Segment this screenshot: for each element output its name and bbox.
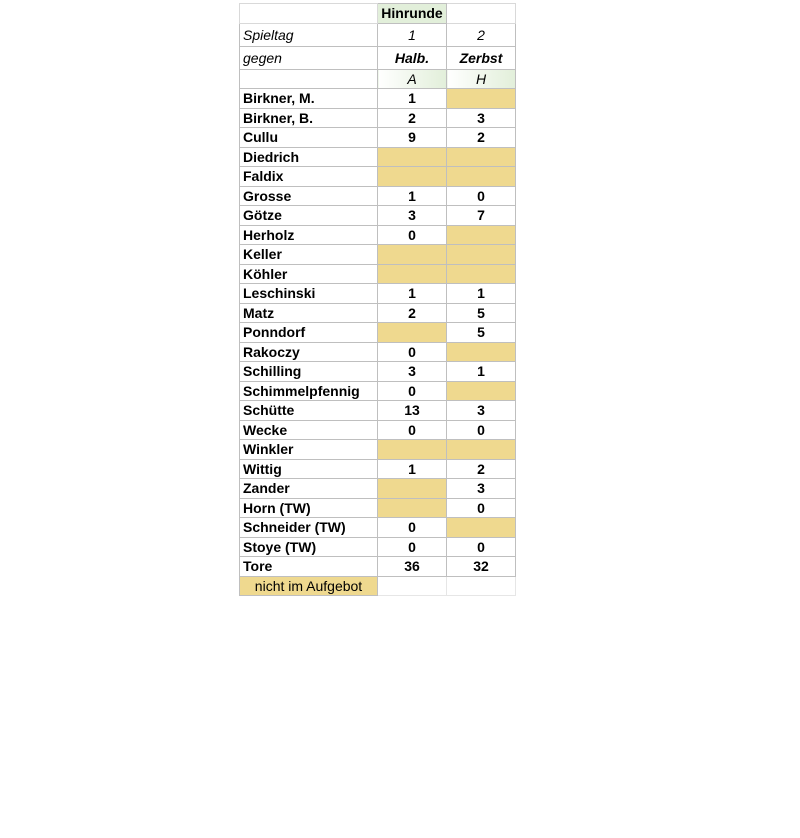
not-in-squad-cell: [378, 167, 447, 187]
empty-cell: [447, 576, 516, 596]
goals-cell: 3: [378, 206, 447, 226]
not-in-squad-cell: [378, 323, 447, 343]
player-row: [240, 225, 516, 245]
player-row: [240, 206, 516, 226]
player-name: Schimmelpfennig: [240, 381, 378, 401]
player-name: Grosse: [240, 186, 378, 206]
goals-cell: 3: [447, 401, 516, 421]
player-name: Schilling: [240, 362, 378, 382]
not-in-squad-cell: [447, 167, 516, 187]
not-in-squad-cell: [378, 440, 447, 460]
goals-cell: 1: [378, 459, 447, 479]
player-name: Faldix: [240, 167, 378, 187]
matchday-2: 2: [447, 23, 516, 46]
not-in-squad-cell: [447, 264, 516, 284]
empty-cell: [378, 576, 447, 596]
player-row: [240, 264, 516, 284]
goals-cell: 0: [378, 225, 447, 245]
not-in-squad-cell: [447, 381, 516, 401]
total-goals-2: 32: [447, 557, 516, 577]
player-row: [240, 284, 516, 304]
round-label: Hinrunde: [378, 4, 447, 24]
totals-label: Tore: [240, 557, 378, 577]
player-row: [240, 362, 516, 382]
matchday-1: 1: [378, 23, 447, 46]
venue-row: [240, 69, 516, 89]
player-name: Schütte: [240, 401, 378, 421]
player-name: Stoye (TW): [240, 537, 378, 557]
player-name: Cullu: [240, 128, 378, 148]
player-row: [240, 108, 516, 128]
not-in-squad-cell: [378, 264, 447, 284]
legend-row: [240, 576, 516, 596]
not-in-squad-cell: [447, 342, 516, 362]
player-name: Winkler: [240, 440, 378, 460]
player-row: [240, 245, 516, 265]
player-name: Zander: [240, 479, 378, 499]
player-name: Birkner, M.: [240, 89, 378, 109]
player-name: Wittig: [240, 459, 378, 479]
not-in-squad-cell: [378, 245, 447, 265]
player-name: Götze: [240, 206, 378, 226]
empty-cell: [240, 4, 378, 24]
player-name: Birkner, B.: [240, 108, 378, 128]
empty-cell: [240, 69, 378, 89]
goals-cell: 0: [447, 498, 516, 518]
round-header-row: [240, 4, 516, 24]
not-in-squad-cell: [447, 147, 516, 167]
goals-cell: 0: [447, 420, 516, 440]
goals-cell: 3: [447, 479, 516, 499]
opponent-row: [240, 46, 516, 69]
goals-cell: 5: [447, 303, 516, 323]
player-row: [240, 147, 516, 167]
goals-cell: 0: [378, 342, 447, 362]
player-row: [240, 420, 516, 440]
goals-cell: 2: [378, 303, 447, 323]
player-name: Leschinski: [240, 284, 378, 304]
player-row: [240, 89, 516, 109]
venue-1: A: [378, 69, 447, 89]
not-in-squad-cell: [447, 440, 516, 460]
player-name: Diedrich: [240, 147, 378, 167]
not-in-squad-cell: [447, 245, 516, 265]
goals-cell: 13: [378, 401, 447, 421]
player-row: [240, 323, 516, 343]
venue-2: H: [447, 69, 516, 89]
player-name: Matz: [240, 303, 378, 323]
goals-cell: 7: [447, 206, 516, 226]
goals-cell: 5: [447, 323, 516, 343]
player-row: [240, 128, 516, 148]
player-name: Wecke: [240, 420, 378, 440]
opponent-label: gegen: [240, 46, 378, 69]
player-row: [240, 479, 516, 499]
player-row: [240, 186, 516, 206]
player-row: [240, 342, 516, 362]
not-in-squad-cell: [378, 479, 447, 499]
goals-cell: 0: [447, 186, 516, 206]
player-row: [240, 303, 516, 323]
matchday-label: Spieltag: [240, 23, 378, 46]
matchday-row: [240, 23, 516, 46]
player-name: Herholz: [240, 225, 378, 245]
totals-row: [240, 557, 516, 577]
goals-cell: 2: [447, 128, 516, 148]
not-in-squad-cell: [447, 89, 516, 109]
goals-cell: 0: [378, 381, 447, 401]
player-name: Horn (TW): [240, 498, 378, 518]
goals-cell: 2: [378, 108, 447, 128]
player-name: Ponndorf: [240, 323, 378, 343]
player-name: Rakoczy: [240, 342, 378, 362]
goals-cell: 1: [447, 362, 516, 382]
player-row: [240, 167, 516, 187]
opponent-2: Zerbst: [447, 46, 516, 69]
player-name: Köhler: [240, 264, 378, 284]
goals-cell: 0: [447, 537, 516, 557]
opponent-1: Halb.: [378, 46, 447, 69]
not-in-squad-cell: [378, 147, 447, 167]
not-in-squad-cell: [447, 225, 516, 245]
player-row: [240, 440, 516, 460]
goals-cell: 1: [378, 89, 447, 109]
legend-not-in-squad: nicht im Aufgebot: [240, 576, 378, 596]
goals-cell: 3: [447, 108, 516, 128]
goals-cell: 1: [447, 284, 516, 304]
player-row: [240, 498, 516, 518]
goals-cell: 0: [378, 420, 447, 440]
not-in-squad-cell: [447, 518, 516, 538]
player-row: [240, 381, 516, 401]
goals-cell: 0: [378, 518, 447, 538]
goals-cell: 9: [378, 128, 447, 148]
goal-scorer-table: [239, 3, 516, 596]
total-goals-1: 36: [378, 557, 447, 577]
player-row: [240, 537, 516, 557]
goals-cell: 1: [378, 186, 447, 206]
player-name: Keller: [240, 245, 378, 265]
empty-cell: [447, 4, 516, 24]
goals-cell: 3: [378, 362, 447, 382]
goals-cell: 0: [378, 537, 447, 557]
player-row: [240, 401, 516, 421]
not-in-squad-cell: [378, 498, 447, 518]
player-row: [240, 459, 516, 479]
player-row: [240, 518, 516, 538]
goals-cell: 1: [378, 284, 447, 304]
player-name: Schneider (TW): [240, 518, 378, 538]
goals-cell: 2: [447, 459, 516, 479]
